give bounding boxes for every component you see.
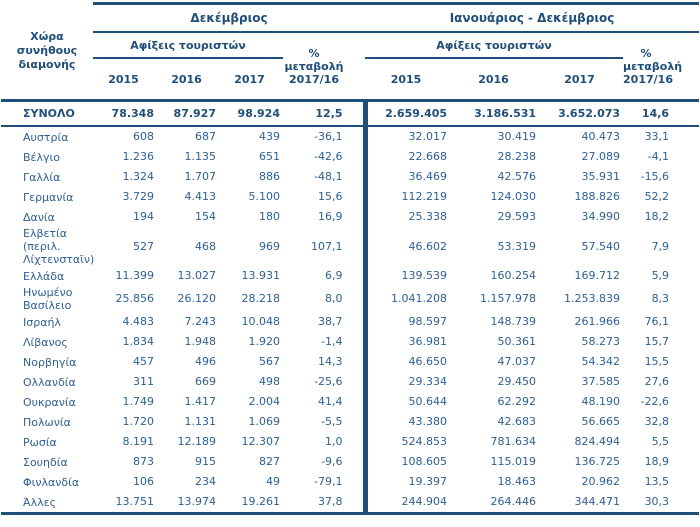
pct-change-header-january-december: % μεταβολή 2017/16 bbox=[623, 32, 699, 101]
january-december-value-cell: 36.981 bbox=[365, 332, 451, 352]
arrivals-header-december: Αφίξεις τουριστών bbox=[93, 32, 283, 58]
december-value-cell: 11.399 bbox=[115, 269, 154, 282]
december-value-cell: 827 bbox=[259, 455, 280, 468]
january-december-value-cell: 43.380 bbox=[365, 412, 451, 432]
december-value-cell: -9,6 bbox=[321, 455, 343, 468]
country-label: Γαλλία bbox=[23, 170, 61, 184]
country-label: Νορβηγία bbox=[23, 355, 77, 369]
december-value-cell: 180 bbox=[259, 210, 280, 223]
december-value-cell: 651 bbox=[259, 150, 280, 163]
table-row bbox=[1, 126, 699, 147]
arrivals-header-row bbox=[1, 32, 699, 58]
country-label: Σουηδία bbox=[23, 455, 68, 469]
tourist-arrivals-table bbox=[1, 2, 699, 515]
january-december-value-cell: 29.450 bbox=[497, 375, 537, 388]
total-row bbox=[1, 101, 699, 127]
december-value-cell: 915 bbox=[195, 455, 216, 468]
january-december-value-cell: 46.650 bbox=[365, 352, 451, 372]
table-row bbox=[1, 452, 699, 472]
december-value-cell: 12.189 bbox=[177, 435, 216, 448]
december-value-cell: 19.261 bbox=[219, 492, 283, 514]
december-value-cell: 498 bbox=[259, 375, 280, 388]
table-row bbox=[1, 432, 699, 452]
december-value-cell: 14,3 bbox=[318, 355, 343, 368]
january-december-value-cell: 47.037 bbox=[497, 355, 537, 368]
december-value-cell: -42,6 bbox=[314, 150, 343, 163]
period-header-row bbox=[1, 4, 699, 33]
december-value-cell: 41,4 bbox=[318, 395, 343, 408]
year-header-jandec-2017: 2017 bbox=[539, 58, 623, 101]
january-december-value-cell: 35.931 bbox=[581, 170, 621, 183]
december-value-cell: 78.348 bbox=[93, 101, 157, 127]
december-value-cell: 13.027 bbox=[177, 269, 216, 282]
year-header-dec-2017: 2017 bbox=[219, 58, 283, 101]
january-december-value-cell: 15,7 bbox=[644, 335, 670, 348]
january-december-value-cell: 54.342 bbox=[581, 355, 621, 368]
december-value-cell: 13.931 bbox=[241, 269, 280, 282]
december-value-cell: 669 bbox=[195, 375, 216, 388]
december-value-cell: 1.707 bbox=[184, 170, 216, 183]
december-value-cell: 7.243 bbox=[184, 315, 216, 328]
december-value-cell: 13.974 bbox=[157, 492, 219, 514]
january-december-value-cell: 115.019 bbox=[490, 455, 537, 468]
december-value-cell: 107,1 bbox=[311, 239, 343, 253]
january-december-value-cell: -4,1 bbox=[647, 150, 670, 163]
january-december-value-cell: 98.597 bbox=[365, 312, 451, 332]
january-december-value-cell: 524.853 bbox=[365, 432, 451, 452]
january-december-value-cell: 29.334 bbox=[365, 372, 451, 392]
pct-change-header-december: % μεταβολή 2017/16 bbox=[283, 32, 365, 101]
january-december-value-cell: 33,1 bbox=[644, 130, 670, 143]
country-label: Ηνωμένο Βασίλειο bbox=[23, 286, 73, 312]
december-value-cell: 154 bbox=[195, 210, 216, 223]
table-row bbox=[1, 472, 699, 492]
december-value-cell: -79,1 bbox=[314, 475, 343, 488]
january-december-value-cell: 160.254 bbox=[490, 269, 537, 282]
january-december-value-cell: 344.471 bbox=[539, 492, 623, 514]
country-label: Βέλγιο bbox=[23, 150, 60, 164]
december-value-cell: 8,0 bbox=[325, 292, 343, 305]
january-december-value-cell: 5,5 bbox=[651, 435, 670, 448]
january-december-value-cell: 18.463 bbox=[497, 475, 537, 488]
january-december-value-cell: 19.397 bbox=[365, 472, 451, 492]
january-december-value-cell: 124.030 bbox=[490, 190, 537, 203]
december-value-cell: 38,7 bbox=[318, 315, 343, 328]
december-value-cell: 311 bbox=[133, 375, 154, 388]
december-value-cell: 1.131 bbox=[184, 415, 216, 428]
december-value-cell: 49 bbox=[266, 475, 280, 488]
december-value-cell: 4.413 bbox=[184, 190, 216, 203]
country-label: Γερμανία bbox=[23, 190, 74, 204]
country-label: Ελβετία (περιλ. Λίχτενσταϊν) bbox=[23, 227, 95, 266]
table-row bbox=[1, 207, 699, 227]
january-december-value-cell: 7,9 bbox=[651, 239, 670, 253]
january-december-value-cell: 30.419 bbox=[497, 130, 537, 143]
december-value-cell: -36,1 bbox=[314, 130, 343, 143]
december-value-cell: 1.135 bbox=[184, 150, 216, 163]
table-row bbox=[1, 352, 699, 372]
january-december-value-cell: 13,5 bbox=[644, 475, 670, 488]
country-label: Ισραήλ bbox=[23, 315, 61, 329]
january-december-value-cell: 27,6 bbox=[644, 375, 670, 388]
country-label: Άλλες bbox=[1, 492, 93, 514]
december-value-cell: 496 bbox=[195, 355, 216, 368]
country-label: Ολλανδία bbox=[23, 375, 76, 389]
table-row bbox=[1, 227, 699, 266]
january-december-value-cell: 8,3 bbox=[651, 292, 670, 305]
december-value-cell: 1.834 bbox=[122, 335, 154, 348]
january-december-value-cell: 1.253.839 bbox=[564, 292, 621, 305]
december-value-cell: 1.417 bbox=[184, 395, 216, 408]
january-december-value-cell: 148.739 bbox=[490, 315, 537, 328]
country-label: Ουκρανία bbox=[23, 395, 76, 409]
december-value-cell: -1,4 bbox=[321, 335, 343, 348]
january-december-value-cell: -22,6 bbox=[640, 395, 670, 408]
january-december-value-cell: 50.644 bbox=[365, 392, 451, 412]
table-row bbox=[1, 147, 699, 167]
december-value-cell: 3.729 bbox=[122, 190, 154, 203]
january-december-value-cell: 20.962 bbox=[581, 475, 621, 488]
country-label: ΣΥΝΟΛΟ bbox=[1, 101, 93, 127]
december-value-cell: 1.749 bbox=[122, 395, 154, 408]
table-row bbox=[1, 266, 699, 286]
january-december-value-cell: 112.219 bbox=[365, 187, 451, 207]
january-december-value-cell: 261.966 bbox=[574, 315, 621, 328]
december-value-cell: 567 bbox=[259, 355, 280, 368]
december-value-cell: -5,5 bbox=[321, 415, 343, 428]
january-december-value-cell: 46.602 bbox=[365, 227, 451, 266]
january-december-value-cell: 2.659.405 bbox=[365, 101, 451, 127]
january-december-value-cell: 42.576 bbox=[497, 170, 537, 183]
december-value-cell: 1.920 bbox=[248, 335, 280, 348]
period-january-december-header: Ιανουάριος - Δεκέμβριος bbox=[365, 4, 699, 33]
arrivals-header-january-december: Αφίξεις τουριστών bbox=[365, 32, 623, 58]
january-december-value-cell: 244.904 bbox=[365, 492, 451, 514]
december-value-cell: 1,0 bbox=[325, 435, 343, 448]
december-value-cell: 37,8 bbox=[283, 492, 365, 514]
table-row bbox=[1, 492, 699, 514]
country-label: Ρωσία bbox=[23, 435, 57, 449]
january-december-value-cell: 3.186.531 bbox=[451, 101, 539, 127]
country-label: Αυστρία bbox=[23, 130, 69, 144]
december-value-cell: 4.483 bbox=[122, 315, 154, 328]
year-header-jandec-2015: 2015 bbox=[365, 58, 451, 101]
january-december-value-cell: 25.338 bbox=[365, 207, 451, 227]
year-header-jandec-2016: 2016 bbox=[451, 58, 539, 101]
january-december-value-cell: 169.712 bbox=[574, 269, 621, 282]
year-header-dec-2015: 2015 bbox=[93, 58, 157, 101]
december-value-cell: 106 bbox=[133, 475, 154, 488]
january-december-value-cell: 37.585 bbox=[581, 375, 621, 388]
table-row bbox=[1, 167, 699, 187]
country-label: Λίβανος bbox=[23, 335, 68, 349]
january-december-value-cell: 50.361 bbox=[497, 335, 537, 348]
table-row bbox=[1, 332, 699, 352]
table-header bbox=[1, 4, 699, 101]
december-value-cell: 1.236 bbox=[122, 150, 154, 163]
january-december-value-cell: 32.017 bbox=[365, 126, 451, 147]
january-december-value-cell: 5,9 bbox=[651, 269, 670, 282]
january-december-value-cell: 188.826 bbox=[574, 190, 621, 203]
january-december-value-cell: 57.540 bbox=[581, 239, 621, 253]
country-label: Δανία bbox=[23, 210, 55, 224]
january-december-value-cell: 14,6 bbox=[623, 101, 699, 127]
december-value-cell: 6,9 bbox=[325, 269, 343, 282]
december-value-cell: 25.856 bbox=[115, 292, 154, 305]
december-value-cell: 687 bbox=[195, 130, 216, 143]
december-value-cell: 13.751 bbox=[93, 492, 157, 514]
january-december-value-cell: 264.446 bbox=[451, 492, 539, 514]
table-row bbox=[1, 392, 699, 412]
december-value-cell: 457 bbox=[133, 355, 154, 368]
december-value-cell: 1.948 bbox=[184, 335, 216, 348]
january-december-value-cell: -15,6 bbox=[640, 170, 670, 183]
table-body bbox=[1, 101, 699, 514]
december-value-cell: 234 bbox=[195, 475, 216, 488]
country-label: Πολωνία bbox=[23, 415, 71, 429]
december-value-cell: 15,6 bbox=[318, 190, 343, 203]
table-row bbox=[1, 187, 699, 207]
december-value-cell: 194 bbox=[133, 210, 154, 223]
december-value-cell: 2.004 bbox=[248, 395, 280, 408]
january-december-value-cell: 3.652.073 bbox=[539, 101, 623, 127]
december-value-cell: 468 bbox=[195, 239, 216, 253]
year-header-dec-2016: 2016 bbox=[157, 58, 219, 101]
january-december-value-cell: 18,2 bbox=[644, 210, 670, 223]
january-december-value-cell: 48.190 bbox=[581, 395, 621, 408]
december-value-cell: 1.720 bbox=[122, 415, 154, 428]
january-december-value-cell: 34.990 bbox=[581, 210, 621, 223]
december-value-cell: 1.069 bbox=[248, 415, 280, 428]
december-value-cell: -48,1 bbox=[314, 170, 343, 183]
january-december-value-cell: 58.273 bbox=[581, 335, 621, 348]
january-december-value-cell: 52,2 bbox=[644, 190, 670, 203]
january-december-value-cell: 30,3 bbox=[623, 492, 699, 514]
table-row bbox=[1, 372, 699, 392]
january-december-value-cell: 62.292 bbox=[497, 395, 537, 408]
january-december-value-cell: 27.089 bbox=[581, 150, 621, 163]
december-value-cell: 439 bbox=[259, 130, 280, 143]
december-value-cell: 608 bbox=[133, 130, 154, 143]
december-value-cell: 10.048 bbox=[241, 315, 280, 328]
december-value-cell: 1.324 bbox=[122, 170, 154, 183]
january-december-value-cell: 1.157.978 bbox=[480, 292, 537, 305]
january-december-value-cell: 18,9 bbox=[644, 455, 670, 468]
january-december-value-cell: 22.668 bbox=[365, 147, 451, 167]
january-december-value-cell: 40.473 bbox=[581, 130, 621, 143]
december-value-cell: 5.100 bbox=[248, 190, 280, 203]
december-value-cell: 16,9 bbox=[318, 210, 343, 223]
period-december-header: Δεκέμβριος bbox=[93, 4, 365, 33]
january-december-value-cell: 28.238 bbox=[497, 150, 537, 163]
december-value-cell: 12.307 bbox=[241, 435, 280, 448]
january-december-value-cell: 53.319 bbox=[497, 239, 537, 253]
december-value-cell: 886 bbox=[259, 170, 280, 183]
december-value-cell: 87.927 bbox=[157, 101, 219, 127]
january-december-value-cell: 139.539 bbox=[365, 266, 451, 286]
january-december-value-cell: 36.469 bbox=[365, 167, 451, 187]
january-december-value-cell: 108.605 bbox=[365, 452, 451, 472]
january-december-value-cell: 136.725 bbox=[574, 455, 621, 468]
december-value-cell: 26.120 bbox=[177, 292, 216, 305]
december-value-cell: 28.218 bbox=[241, 292, 280, 305]
december-value-cell: 8.191 bbox=[122, 435, 154, 448]
january-december-value-cell: 76,1 bbox=[644, 315, 670, 328]
january-december-value-cell: 29.593 bbox=[497, 210, 537, 223]
january-december-value-cell: 32,8 bbox=[644, 415, 670, 428]
december-value-cell: 12,5 bbox=[283, 101, 365, 127]
table-row bbox=[1, 286, 699, 312]
table-row bbox=[1, 312, 699, 332]
country-column-header: Χώρα συνήθους διαμονής bbox=[1, 4, 93, 101]
december-value-cell: 527 bbox=[133, 239, 154, 253]
table-row bbox=[1, 412, 699, 432]
january-december-value-cell: 15,5 bbox=[644, 355, 670, 368]
country-label: Ελλάδα bbox=[23, 269, 65, 283]
january-december-value-cell: 824.494 bbox=[574, 435, 621, 448]
january-december-value-cell: 56.665 bbox=[581, 415, 621, 428]
december-value-cell: 969 bbox=[259, 239, 280, 253]
december-value-cell: 873 bbox=[133, 455, 154, 468]
january-december-value-cell: 1.041.208 bbox=[365, 286, 451, 312]
december-value-cell: 98.924 bbox=[219, 101, 283, 127]
december-value-cell: -25,6 bbox=[314, 375, 343, 388]
january-december-value-cell: 42.683 bbox=[497, 415, 537, 428]
country-label: Φινλανδία bbox=[23, 475, 80, 489]
january-december-value-cell: 781.634 bbox=[490, 435, 537, 448]
